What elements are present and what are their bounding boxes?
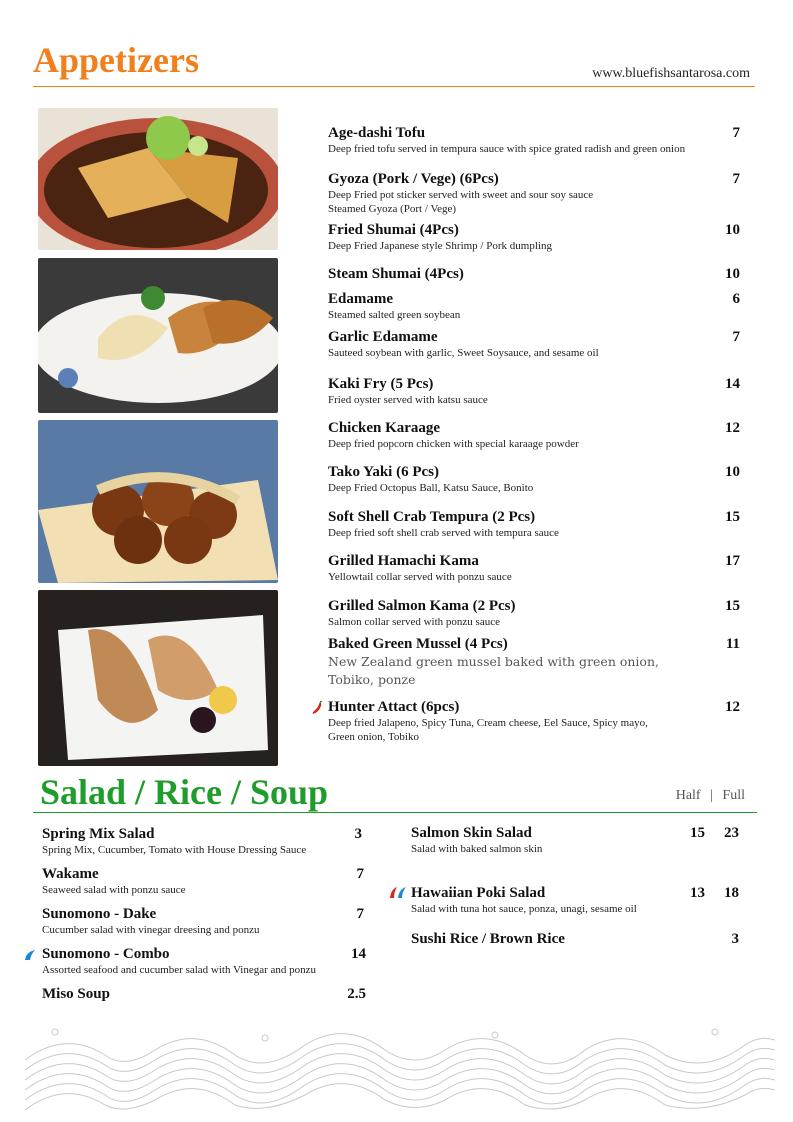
appetizers-title: Appetizers	[33, 40, 199, 80]
menu-item-kaki-fry	[328, 375, 740, 407]
item-description: New Zealand green mussel baked with green onion,	[328, 654, 659, 669]
item-price: 7	[356, 866, 364, 882]
item-name: Garlic Edamame	[328, 329, 438, 345]
menu-item-sushi-rice	[411, 930, 739, 948]
menu-item-chicken-karaage	[328, 419, 740, 451]
item-description: Deep fried tofu served in tempura sauce with spice grated radish and green onion	[328, 143, 686, 155]
item-name: Kaki Fry (5 Pcs)	[328, 376, 434, 392]
item-name: Spring Mix Salad	[42, 826, 155, 842]
item-description: Salad with baked salmon skin	[411, 843, 543, 855]
item-price: 3	[354, 826, 362, 842]
menu-item-soft-shell-crab	[328, 508, 740, 540]
item-price-full: 3	[731, 931, 739, 947]
item-price: 15	[725, 598, 740, 614]
item-description-2: Green onion, Tobiko	[328, 731, 419, 743]
item-name: Age-dashi Tofu	[328, 125, 426, 141]
gyoza-photo	[38, 258, 278, 413]
item-name: Soft Shell Crab Tempura (2 Pcs)	[328, 509, 536, 525]
item-name: Gyoza (Pork / Vege) (6Pcs)	[328, 171, 499, 187]
wave-pattern-decoration	[25, 1020, 775, 1115]
item-description: Salad with tuna hot sauce, ponza, unagi, sesame oil	[411, 903, 637, 915]
item-name: Salmon Skin Salad	[411, 825, 532, 841]
item-price: 12	[725, 420, 740, 436]
item-price: 14	[351, 946, 366, 962]
item-price: 2.5	[347, 986, 366, 1002]
item-price-full: 18	[724, 885, 739, 901]
item-price: 10	[725, 464, 740, 480]
menu-item-sunomono-combo	[42, 945, 366, 977]
salad-section-title: Salad / Rice / Soup	[40, 772, 329, 812]
item-price-full: 23	[724, 825, 739, 841]
item-price: 14	[725, 376, 740, 392]
item-price: 15	[725, 509, 740, 525]
item-name: Grilled Hamachi Kama	[328, 553, 479, 569]
item-description: Deep fried soft shell crab served with tempura sauce	[328, 527, 559, 539]
menu-item-hawaiian-poki	[411, 884, 739, 916]
item-description-2: Tobiko, ponze	[328, 672, 416, 687]
salad-divider	[33, 812, 757, 813]
takoyaki-photo	[38, 420, 278, 583]
item-name: Sunomono - Dake	[42, 906, 157, 922]
item-description: Yellowtail collar served with ponzu sauce	[328, 571, 512, 583]
item-name: Baked Green Mussel (4 Pcs)	[328, 636, 508, 652]
item-description: Deep Fried Japanese style Shrimp / Pork dumpling	[328, 240, 552, 252]
item-description: Deep Fried Octopus Ball, Katsu Sauce, Bonito	[328, 482, 534, 494]
item-name: Sunomono - Combo	[42, 946, 170, 962]
item-description: Fried oyster served with katsu sauce	[328, 394, 488, 406]
menu-item-edamame	[328, 290, 740, 322]
menu-item-miso-soup	[42, 985, 366, 1003]
item-name: Fried Shumai (4Pcs)	[328, 222, 459, 238]
item-description: Cucumber salad with vinegar dreesing and ponzu	[42, 924, 260, 936]
full-label: Full	[722, 788, 745, 803]
menu-item-green-mussel	[328, 635, 740, 689]
item-price: 6	[732, 291, 740, 307]
item-description: Sauteed soybean with garlic, Sweet Soysauce, and sesame oil	[328, 347, 599, 359]
menu-item-steam-shumai	[328, 265, 740, 283]
item-price: 7	[732, 125, 740, 141]
menu-item-sunomono-dake	[42, 905, 366, 937]
menu-item-wakame	[42, 865, 366, 897]
item-price: 7	[732, 329, 740, 345]
item-price-half: 13	[690, 885, 705, 901]
item-price: 10	[725, 222, 740, 238]
item-description: Seaweed salad with ponzu sauce	[42, 884, 186, 896]
menu-item-hamachi-kama	[328, 552, 740, 584]
website-url[interactable]: www.bluefishsantarosa.com	[592, 66, 750, 81]
item-price: 12	[725, 699, 740, 715]
appetizers-divider	[33, 86, 755, 87]
menu-item-spring-mix	[42, 825, 366, 857]
item-description: Deep fried Jalapeno, Spicy Tuna, Cream cheese, Eel Sauce, Spicy mayo,	[328, 717, 648, 729]
menu-item-salmon-skin-salad	[411, 824, 739, 856]
item-name: Edamame	[328, 291, 393, 307]
half-label: Half	[675, 788, 701, 803]
item-name: Chicken Karaage	[328, 420, 441, 436]
item-description: Deep Fried pot sticker served with sweet and sour soy sauce	[328, 189, 594, 201]
item-name: Miso Soup	[42, 986, 110, 1002]
item-price: 7	[732, 171, 740, 187]
item-name: Hunter Attact (6pcs)	[328, 699, 460, 715]
half-full-header: Half | Full	[675, 788, 745, 803]
item-description: Salmon collar served with ponzu sauce	[328, 616, 500, 628]
item-price: 7	[356, 906, 364, 922]
menu-item-hunter-attact	[328, 698, 740, 744]
item-name: Sushi Rice / Brown Rice	[411, 931, 565, 947]
fish-pair-icon	[389, 885, 407, 901]
item-price: 17	[725, 553, 740, 569]
fish-icon	[23, 948, 37, 962]
item-description: Assorted seafood and cucumber salad with Vinegar and ponzu	[42, 964, 317, 976]
item-description: Deep fried popcorn chicken with special karaage powder	[328, 438, 579, 450]
item-description: Steamed salted green soybean	[328, 309, 461, 321]
item-description: Spring Mix, Cucumber, Tomato with House Dressing Sauce	[42, 844, 307, 856]
item-price-half: 15	[690, 825, 705, 841]
item-name: Grilled Salmon Kama (2 Pcs)	[328, 598, 516, 614]
item-price: 10	[725, 266, 740, 282]
item-name: Steam Shumai (4Pcs)	[328, 266, 464, 282]
item-description-2: Steamed Gyoza (Port / Vege)	[328, 203, 457, 215]
menu-item-tako-yaki	[328, 463, 740, 495]
menu-item-gyoza	[328, 170, 740, 216]
menu-item-garlic-edamame	[328, 328, 740, 360]
hamachi-kama-photo	[38, 590, 278, 766]
menu-item-fried-shumai	[328, 221, 740, 253]
item-name: Hawaiian Poki Salad	[411, 885, 546, 901]
item-price: 11	[725, 636, 740, 652]
chili-pepper-icon	[311, 701, 323, 715]
item-name: Tako Yaki (6 Pcs)	[328, 464, 439, 480]
menu-item-agedashi-tofu	[328, 124, 740, 156]
menu-item-salmon-kama	[328, 597, 740, 629]
item-name: Wakame	[42, 866, 99, 882]
agedashi-tofu-photo	[38, 108, 278, 250]
